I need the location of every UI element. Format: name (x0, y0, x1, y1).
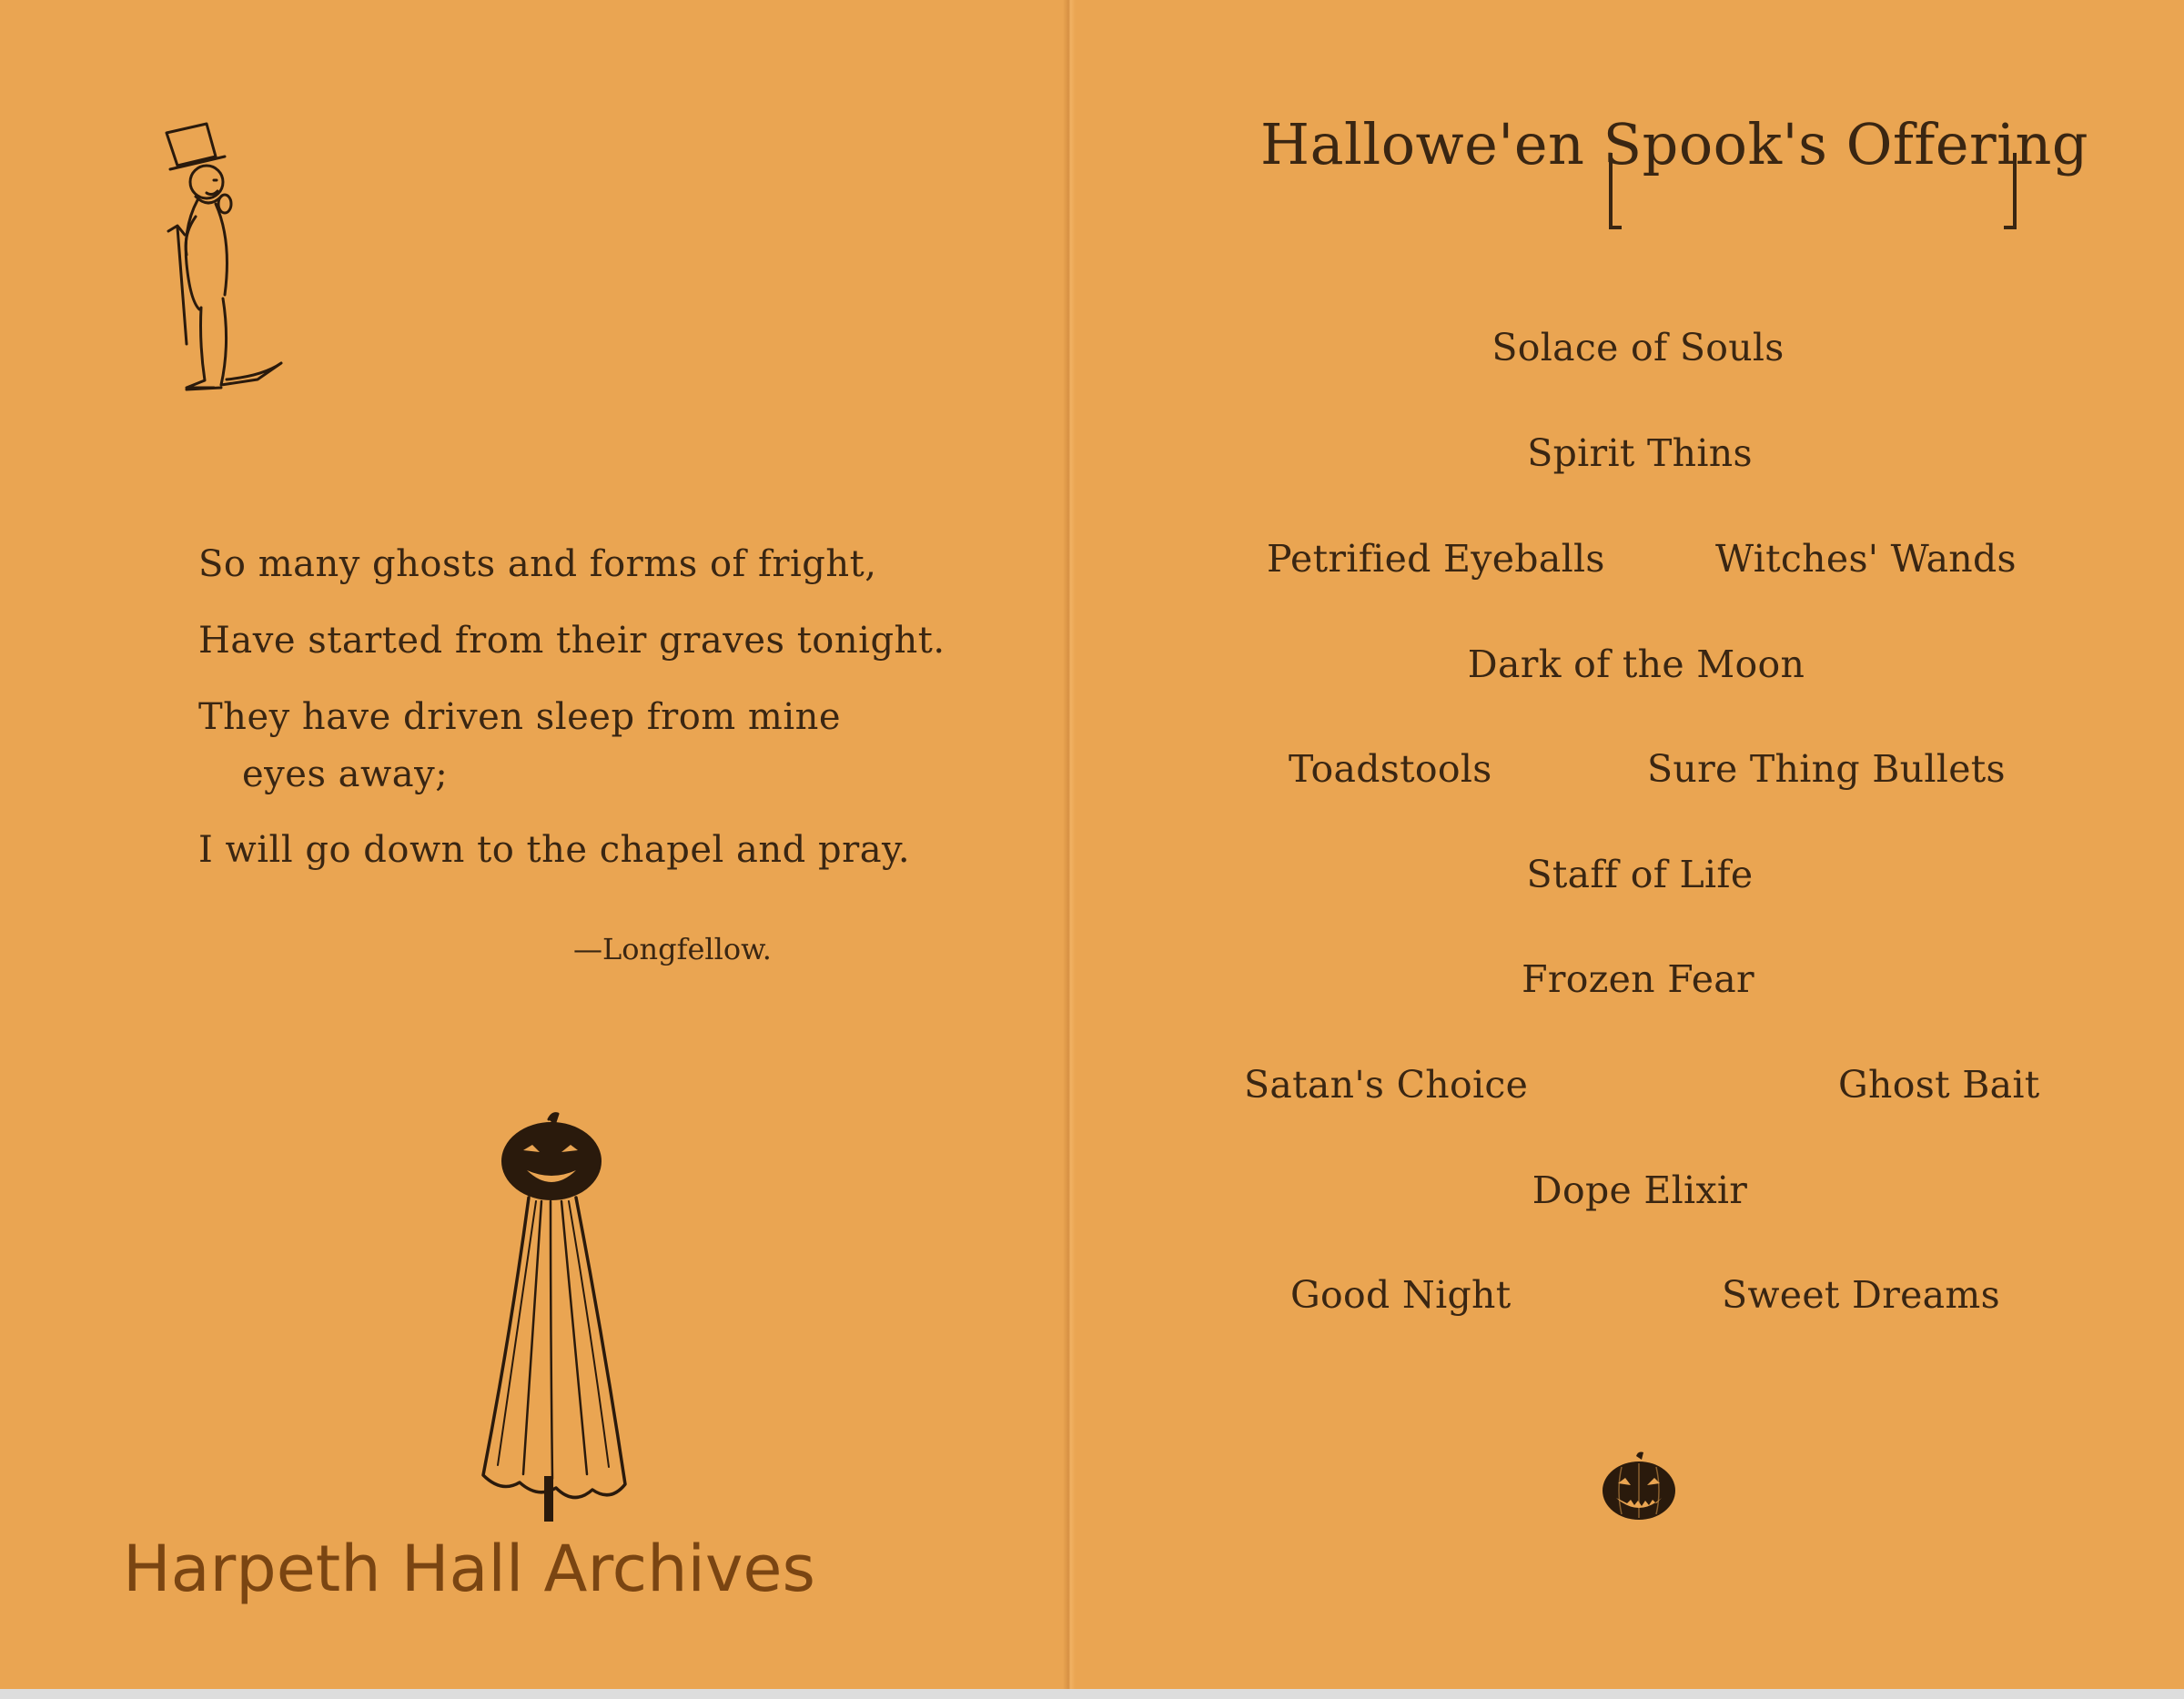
poem-line: So many ghosts and forms of fright, (198, 543, 877, 585)
poem-line: I will go down to the chapel and pray. (198, 829, 911, 871)
left-panel (0, 0, 1069, 1689)
poem (198, 526, 1017, 888)
pumpkin-ghost-illustration-icon (460, 1110, 642, 1524)
menu-item: Ghost Bait (1838, 1063, 2040, 1107)
menu-item: Witches' Wands (1715, 537, 2017, 581)
menu-item: Frozen Fear (1522, 957, 1754, 1001)
gentleman-illustration-icon (150, 116, 305, 412)
menu-item: Spirit Thins (1527, 431, 1753, 475)
poem-attribution: —Longfellow. (573, 932, 772, 966)
menu-item: Sure Thing Bullets (1647, 747, 2006, 791)
title-flourish-icon (1609, 153, 2018, 235)
menu-item: Sweet Dreams (1722, 1273, 2000, 1317)
menu-item: Toadstools (1289, 747, 1492, 791)
menu-item: Dope Elixir (1532, 1168, 1748, 1212)
poem-line: eyes away; (242, 753, 449, 795)
archive-watermark: Harpeth Hall Archives (123, 1532, 815, 1606)
jack-o-lantern-icon (1600, 1451, 1678, 1523)
menu-item: Solace of Souls (1491, 326, 1785, 369)
page-title: Hallowe'en Spook's Offering (1260, 111, 2089, 177)
menu-item: Petrified Eyeballs (1267, 537, 1605, 581)
scan-edge (0, 1689, 2184, 1699)
menu-item: Dark of the Moon (1467, 642, 1805, 686)
menu-item: Staff of Life (1526, 853, 1754, 896)
menu-item: Satan's Choice (1244, 1063, 1529, 1107)
menu-item: Good Night (1290, 1273, 1512, 1317)
poem-line: They have driven sleep from mine (198, 696, 842, 738)
poem-line: Have started from their graves tonight. (198, 620, 945, 662)
